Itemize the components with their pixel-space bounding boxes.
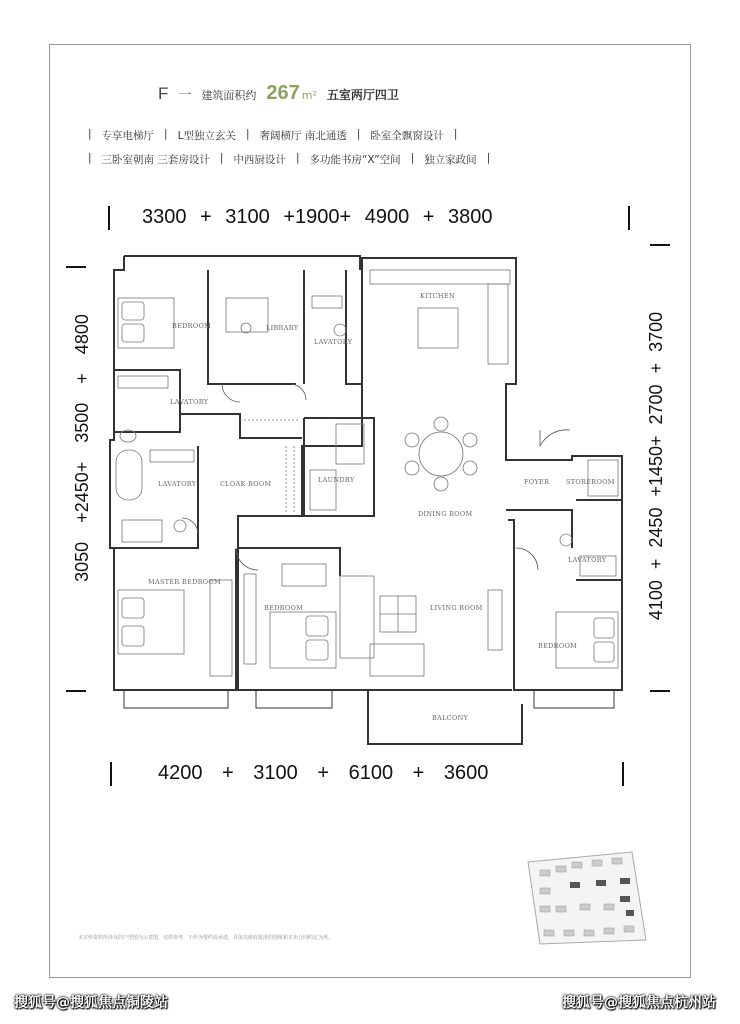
interior-wall xyxy=(576,500,622,580)
header-dash: 一 xyxy=(178,88,192,103)
unit-letter: F xyxy=(158,84,169,103)
interior-wall xyxy=(506,510,572,548)
area-label: 建筑面积约 xyxy=(201,89,257,102)
room-label-lavatory-w1: LAVATORY xyxy=(170,398,209,406)
feature-item: 专享电梯厅 xyxy=(101,130,155,142)
dim-right: 4100 + 2450 +1450+ 2700 + 3700 xyxy=(646,311,666,621)
area-value: 267 xyxy=(266,82,300,104)
furniture xyxy=(116,270,618,676)
room-label-storeroom: STOREROOM xyxy=(566,478,615,486)
area-unit: m² xyxy=(301,89,317,102)
feature-item: L型独立玄关 xyxy=(177,130,236,142)
bay-window xyxy=(256,690,332,708)
dim-top: 3300 + 3100 +1900+ 4900 + 3800 xyxy=(142,206,493,228)
room-label-cloak-room: CLOAK ROOM xyxy=(220,480,272,488)
feature-item: 三卧室朝南 三套房设计 xyxy=(101,154,210,166)
watermark-left: 搜狐号@搜狐焦点铜陵站 xyxy=(14,995,168,1011)
site-key-map xyxy=(528,852,646,944)
room-label-lavatory-e: LAVATORY xyxy=(568,556,607,564)
interior-wall xyxy=(346,270,362,384)
feature-item: 中西厨设计 xyxy=(233,154,286,166)
room-label-foyer: FOYER xyxy=(524,478,550,486)
room-label-lavatory-top: LAVATORY xyxy=(314,338,353,346)
feature-item: 奢阔横厅 南北通透 xyxy=(259,130,347,142)
interior-wall xyxy=(114,446,198,548)
room-label-master-bedroom: MASTER BEDROOM xyxy=(148,578,221,586)
room-label-balcony: BALCONY xyxy=(432,714,469,722)
room-label-bedroom-nw: BEDROOM xyxy=(172,322,212,330)
north-wall xyxy=(124,256,360,270)
feature-item: 卧室全飘窗设计 xyxy=(370,130,444,142)
interior-wall xyxy=(238,548,340,576)
interior-wall xyxy=(304,418,374,516)
room-label-bedroom-s: BEDROOM xyxy=(264,604,304,612)
room-label-laundry: LAUNDRY xyxy=(318,476,355,484)
watermark-right: 搜狐号@搜狐焦点杭州站 xyxy=(562,995,716,1011)
bay-window xyxy=(124,690,228,708)
room-label-dining-room: DINING ROOM xyxy=(418,510,473,518)
room-label-living-room: LIVING ROOM xyxy=(430,604,483,612)
room-label-bedroom-e: BEDROOM xyxy=(538,642,578,650)
doors xyxy=(182,384,570,570)
feature-item: 独立家政间 xyxy=(424,154,477,166)
dim-bottom: 4200 + 3100 + 6100 + 3600 xyxy=(158,762,489,784)
room-label-kitchen: KITCHEN xyxy=(420,292,455,300)
dim-left: 3050 +2450+ 3500 + 4800 xyxy=(72,314,92,582)
bay-window xyxy=(534,690,614,708)
feature-list-row2: | 三卧室朝南 三套房设计 | 中西厨设计 | 多功能书房“X”空间 | 独立家政间 | xyxy=(88,152,491,166)
room-label-lavatory-w2: LAVATORY xyxy=(158,480,197,488)
feature-item: 多功能书房“X”空间 xyxy=(309,154,401,166)
feature-list-row1: | 专享电梯厅 | L型独立玄关 | 奢阔横厅 南北通透 | 卧室全飘窗设计 | xyxy=(88,128,458,142)
layout-text: 五室两厅四卫 xyxy=(326,88,399,102)
interior-wall xyxy=(180,414,302,438)
room-label-library: LIBRARY xyxy=(266,324,299,332)
disclaimer-text: 本宣传资料所涉及的户型图为示意图，仅供参考，不作为要约或承诺，具体以政府批准的图纸和买卖合同约定为准。 xyxy=(78,935,334,941)
